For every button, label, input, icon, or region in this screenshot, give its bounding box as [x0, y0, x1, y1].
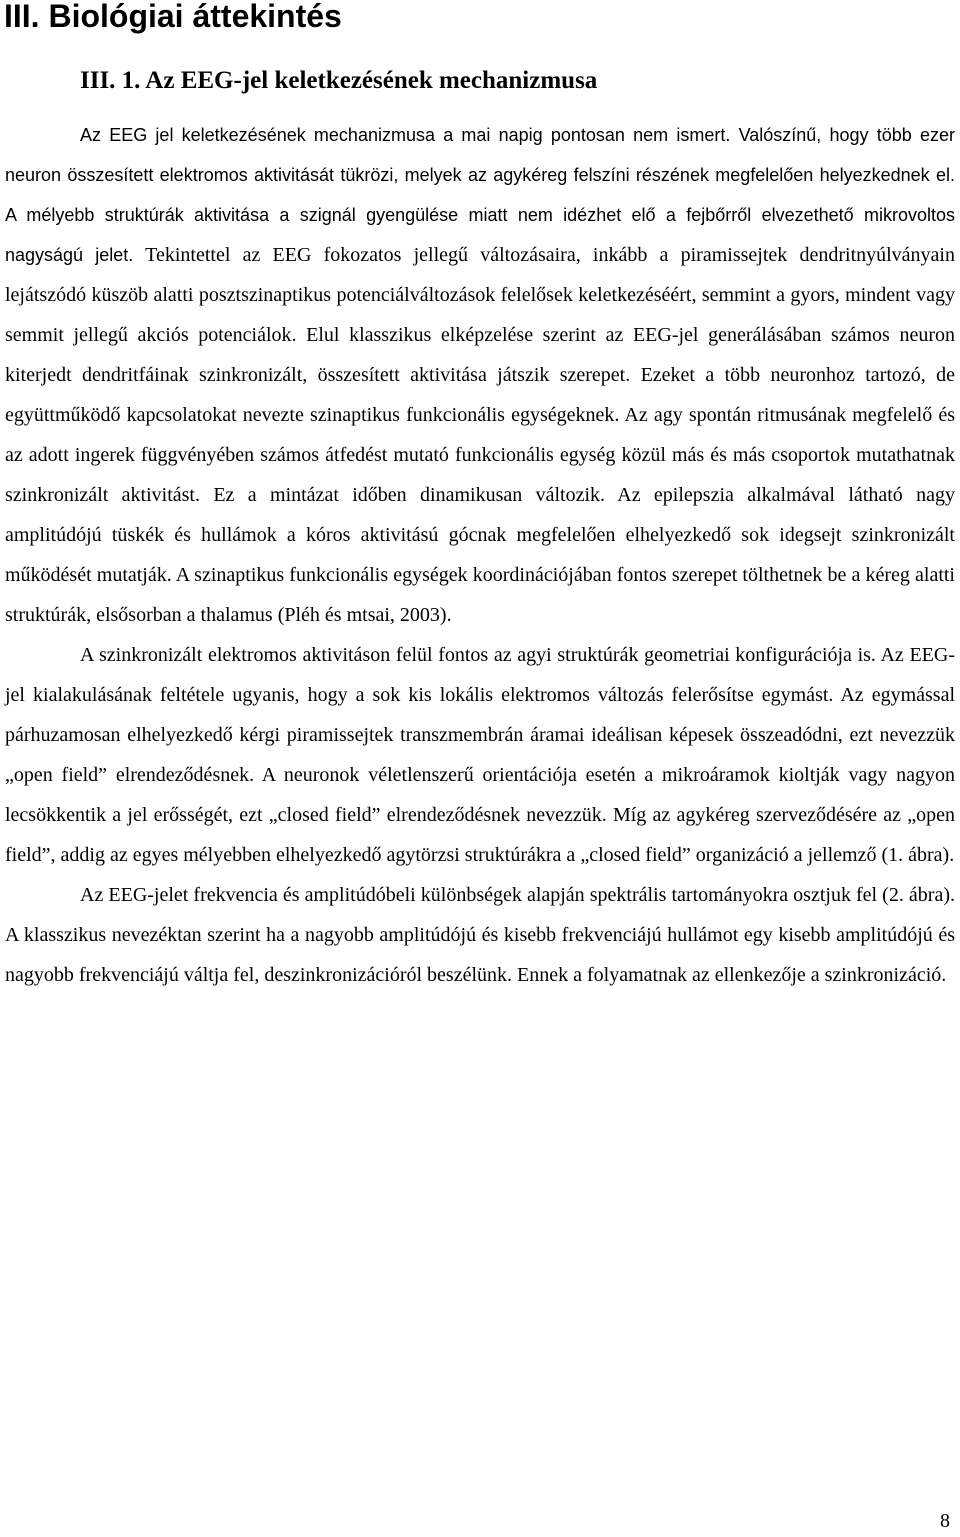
chapter-title: III. Biológiai áttekintés — [4, 0, 342, 34]
page-number: 8 — [940, 1510, 950, 1532]
paragraph-sans-segment: Az EEG jel keletkezésének mechanizmusa a mai napig pontosan nem ismert. Valószínű, hogy több ezer neuron összesített elektromos aktivitását tükrözi, melyek az agykéreg felszíni részének megfelelően helyezkednek el. — [5, 125, 955, 185]
paragraph-geometry: A szinkronizált elektromos aktivitáson felül fontos az agyi struktúrák geometriai konfigurációja is. Az EEG-jel kialakulásának feltétele ugyanis, hogy a sok kis lokális elektromos változás felerősítse egymást. Az egymással párhuzamosan elhelyezkedő kérgi piramissejtek transzmembrán áramai ideálisan képesek összeadódni, ezt nevezzük „open field” elrendeződésnek. A neuronok véletlenszerű orientációja esetén a mikroáramok kioltják vagy nagyon lecsökkentik a jel erősségét, ezt „closed field” elrendeződésnek nevezzük. Míg az agykéreg szerveződésére az „open field”, addig az egyes mélyebben elhelyezkedő agytörzsi struktúrákra a „closed field” organizáció a jellemző (1. ábra). — [5, 644, 955, 866]
paragraph-serif-segment: Tekintettel az EEG fokozatos jellegű változásaira, inkább a piramissejtek dendritnyúlványain lejátszódó küszöb alatti posztszinaptikus potenciálváltozások felelősek keletkezéséért, semmint a gyors, mindent vagy semmit jellegű akciós potenciálok. Elul klasszikus elképzelése szerint az EEG-jel generálásában számos neuron kiterjedt dendritfáinak szinkronizált, összesített aktivitása játszik szerepet. Ezeket a több neuronhoz tartozó, de együttműködő kapcsolatokat nevezte szinaptikus funkcionális egységeknek. Az agy spontán ritmusának megfelelő és az adott ingerek függvényében számos átfedést mutató funkcionális egység közül más és más csoportok mutathatnak szinkronizált aktivitást. Ez a mintázat időben dinamikusan változik. Az epilepszia alkalmával látható nagy amplitúdójú tüskék és hullámok a kóros aktivitású gócnak megfelelően elhelyezkedő sok idegsejt szinkronizált működését mutatják. A szinaptikus funkcionális egységek koordinációjában fontos szerepet tölthetnek be a kéreg alatti struktúrák, elsősorban a thalamus (Pléh és mtsai, 2003). — [5, 244, 955, 626]
body-text — [5, 115, 955, 995]
paragraph-sans-segment-2: A mélyebb struktúrák aktivitása a szignál gyengülése miatt nem idézhet elő a fejbőrről elvezethető mikrovoltos nagyságú jelet. — [5, 205, 955, 265]
section-title: III. 1. Az EEG-jel keletkezésének mechanizmusa — [80, 67, 598, 94]
paragraph-eeg-mechanism — [5, 115, 955, 635]
paragraph-spectral: Az EEG-jelet frekvencia és amplitúdóbeli különbségek alapján spektrális tartományokra osztjuk fel (2. ábra). A klasszikus nevezéktan szerint ha a nagyobb amplitúdójú és kisebb frekvenciájú hullámot egy kisebb amplitúdójú és nagyobb frekvenciájú váltja fel, deszinkronizációról beszélünk. Ennek a folyamatnak az ellenkezője a szinkronizáció. — [5, 884, 955, 986]
